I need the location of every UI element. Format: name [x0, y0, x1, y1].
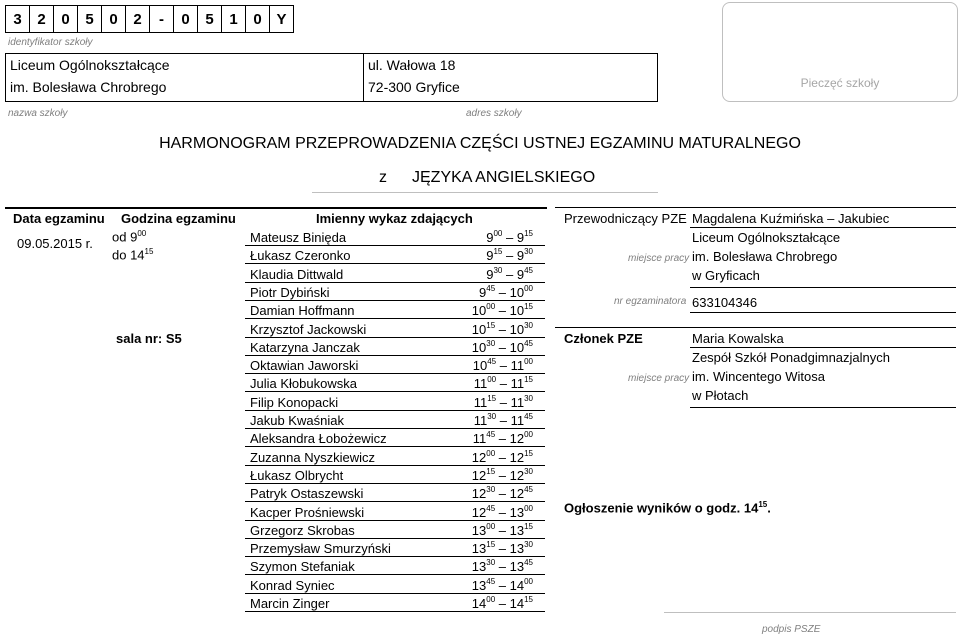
- exam-room: sala nr: S5: [116, 331, 182, 346]
- school-name-line2: im. Bolesława Chrobrego: [10, 79, 167, 95]
- member-label: Członek PZE: [564, 331, 643, 346]
- student-name: Szymon Stefaniak: [250, 559, 355, 575]
- student-row: [245, 429, 545, 447]
- school-id-char: -: [150, 6, 174, 32]
- signature-line: [664, 612, 956, 613]
- student-time-slot: $11^{15} - 11^{30}$: [473, 393, 533, 410]
- header-rule: [5, 207, 547, 209]
- document-title: HARMONOGRAM PRZEPROWADZENIA CZĘŚCI USTNEJ EGZAMINU MATURALNEGO: [159, 135, 801, 152]
- student-row: [245, 301, 545, 319]
- school-address-line2: 72-300 Gryfice: [368, 79, 460, 95]
- student-time-slot: $9^{30} - 9^{45}$: [486, 265, 533, 282]
- student-row: [245, 448, 545, 466]
- student-time-slot: $10^{15} - 10^{30}$: [471, 320, 533, 337]
- chair-work-line2: im. Bolesława Chrobrego: [692, 249, 838, 264]
- student-row: [245, 503, 545, 521]
- chair-work-line1: Liceum Ogólnokształcące: [692, 230, 841, 245]
- signature-label: podpis PSZE: [762, 624, 821, 635]
- school-id-box: [5, 5, 294, 33]
- school-id-char: 0: [54, 6, 78, 32]
- school-info-box: [5, 53, 658, 102]
- chair-work-line3: w Gryficach: [692, 268, 760, 283]
- member-name: Maria Kowalska: [692, 331, 784, 346]
- school-id-char: 1: [222, 6, 246, 32]
- student-time-slot: $13^{00} - 13^{15}$: [471, 521, 533, 538]
- school-name-line1: Liceum Ogólnokształcące: [10, 57, 170, 73]
- school-address-line1: ul. Wałowa 18: [368, 57, 456, 73]
- exam-time-to: do $14^{15}$: [112, 247, 154, 263]
- stamp-label: Pieczęć szkoły: [800, 76, 880, 90]
- exam-time-from: od $9^{00}$: [112, 229, 147, 245]
- student-row: [245, 576, 545, 594]
- student-row: [245, 283, 545, 301]
- student-time-slot: $9^{15} - 9^{30}$: [486, 247, 533, 264]
- student-name: Marcin Zinger: [250, 596, 330, 611]
- student-time-slot: $10^{30} - 10^{45}$: [471, 338, 533, 355]
- student-time-slot: $10^{45} - 11^{00}$: [472, 357, 533, 374]
- student-time-slot: $12^{45} - 13^{00}$: [471, 503, 533, 520]
- student-name: Kacper Prośniewski: [250, 504, 365, 520]
- student-row: [245, 466, 545, 484]
- student-time-slot: $11^{45} - 12^{00}$: [472, 430, 533, 447]
- student-time-slot: $9^{00} - 9^{15}$: [486, 229, 533, 245]
- member-work-line3: w Płotach: [692, 388, 749, 403]
- student-row: [245, 246, 545, 264]
- student-row: [245, 594, 545, 612]
- student-time-slot: $12^{30} - 12^{45}$: [471, 485, 533, 502]
- member-top-rule: [555, 327, 956, 328]
- student-time-slot: $11^{30} - 11^{45}$: [473, 412, 533, 428]
- student-time-slot: $10^{00} - 10^{15}$: [471, 302, 533, 319]
- school-id-char: 2: [30, 6, 54, 32]
- header-time: Godzina egzaminu: [121, 211, 236, 226]
- student-row: [245, 484, 545, 502]
- school-id-char: 5: [198, 6, 222, 32]
- student-time-slot: $12^{15} - 12^{30}$: [471, 466, 533, 483]
- school-id-char: 5: [78, 6, 102, 32]
- school-id-label: identyfikator szkoły: [8, 37, 93, 48]
- student-name: Klaudia Dittwald: [250, 266, 344, 282]
- student-time-slot: $14^{00} - 14^{15}$: [471, 595, 533, 611]
- student-name: Aleksandra Łobożewicz: [250, 431, 387, 447]
- student-name: Jakub Kwaśniak: [250, 413, 344, 428]
- school-id-char: 3: [6, 6, 30, 32]
- chair-label: Przewodniczący PZE: [564, 211, 687, 226]
- chair-workplace-label: miejsce pracy: [628, 253, 690, 264]
- student-name: Konrad Syniec: [250, 577, 335, 593]
- member-work-line: [690, 407, 956, 408]
- student-name: Patryk Ostaszewski: [250, 486, 364, 502]
- member-workplace-label: miejsce pracy: [628, 373, 690, 384]
- student-row: [245, 265, 545, 283]
- student-row: [245, 374, 545, 392]
- student-time-slot: $12^{00} - 12^{15}$: [471, 448, 533, 465]
- row-underline: [245, 611, 545, 612]
- student-name: Zuzanna Nyszkiewicz: [250, 449, 375, 465]
- student-name: Filip Konopacki: [250, 394, 339, 410]
- student-time-slot: $13^{15} - 13^{30}$: [471, 540, 533, 557]
- student-row: [245, 228, 545, 246]
- student-row: [245, 521, 545, 539]
- student-name: Oktawian Jaworski: [250, 358, 359, 374]
- title-subject: JĘZYKA ANGIELSKIEGO: [412, 169, 596, 186]
- student-name: Krzysztof Jackowski: [250, 321, 367, 337]
- student-name: Przemysław Smurzyński: [250, 541, 391, 557]
- chair-work-line: [690, 287, 956, 288]
- student-row: [245, 356, 545, 374]
- student-name: Julia Kłobukowska: [250, 376, 357, 392]
- examiner-no: 633104346: [692, 295, 758, 310]
- member-work-line1: Zespół Szkół Ponadgimnazjalnych: [692, 350, 890, 365]
- student-time-slot: $11^{00} - 11^{15}$: [473, 375, 533, 392]
- student-name: Mateusz Binięda: [250, 230, 347, 245]
- student-name: Grzegorz Skrobas: [250, 522, 355, 538]
- box-divider: [363, 54, 364, 101]
- school-id-char: 2: [126, 6, 150, 32]
- student-row: [245, 338, 545, 356]
- chair-name: Magdalena Kuźmińska – Jakubiec: [692, 211, 890, 226]
- chair-name-line: [690, 227, 956, 228]
- student-name: Piotr Dybiński: [250, 284, 330, 300]
- student-time-slot: $13^{30} - 13^{45}$: [471, 558, 533, 575]
- header-date: Data egzaminu: [13, 211, 105, 226]
- school-id-char: 0: [102, 6, 126, 32]
- student-time-slot: $9^{45} - 10^{00}$: [479, 283, 533, 300]
- school-id-char: Y: [276, 10, 287, 28]
- student-row: [245, 539, 545, 557]
- student-row: [245, 557, 545, 575]
- chair-top-rule: [555, 207, 956, 208]
- member-name-line: [690, 347, 956, 348]
- exam-date: 09.05.2015 r.: [17, 236, 93, 251]
- title-z: z: [379, 169, 387, 186]
- member-work-line2: im. Wincentego Witosa: [692, 369, 825, 384]
- school-id-char: 0: [174, 6, 198, 32]
- results-announcement: Ogłoszenie wyników o godz. $14^{15}$.: [564, 500, 771, 516]
- examiner-no-label: nr egzaminatora: [614, 296, 687, 307]
- student-time-slot: $13^{45} - 14^{00}$: [471, 576, 533, 593]
- student-name: Łukasz Czeronko: [250, 248, 351, 264]
- school-stamp-area: [722, 2, 958, 102]
- student-name: Łukasz Olbrycht: [250, 467, 344, 483]
- school-name-label: nazwa szkoły: [8, 108, 68, 119]
- examiner-no-line: [690, 312, 956, 313]
- student-row: [245, 320, 545, 338]
- header-list: Imienny wykaz zdających: [316, 211, 473, 226]
- school-address-label: adres szkoły: [466, 108, 522, 119]
- student-row: [245, 411, 545, 429]
- student-row: [245, 393, 545, 411]
- title-underline: [312, 192, 658, 193]
- school-id-char: 0: [246, 6, 270, 32]
- student-name: Damian Hoffmann: [250, 303, 355, 319]
- student-name: Katarzyna Janczak: [250, 339, 360, 355]
